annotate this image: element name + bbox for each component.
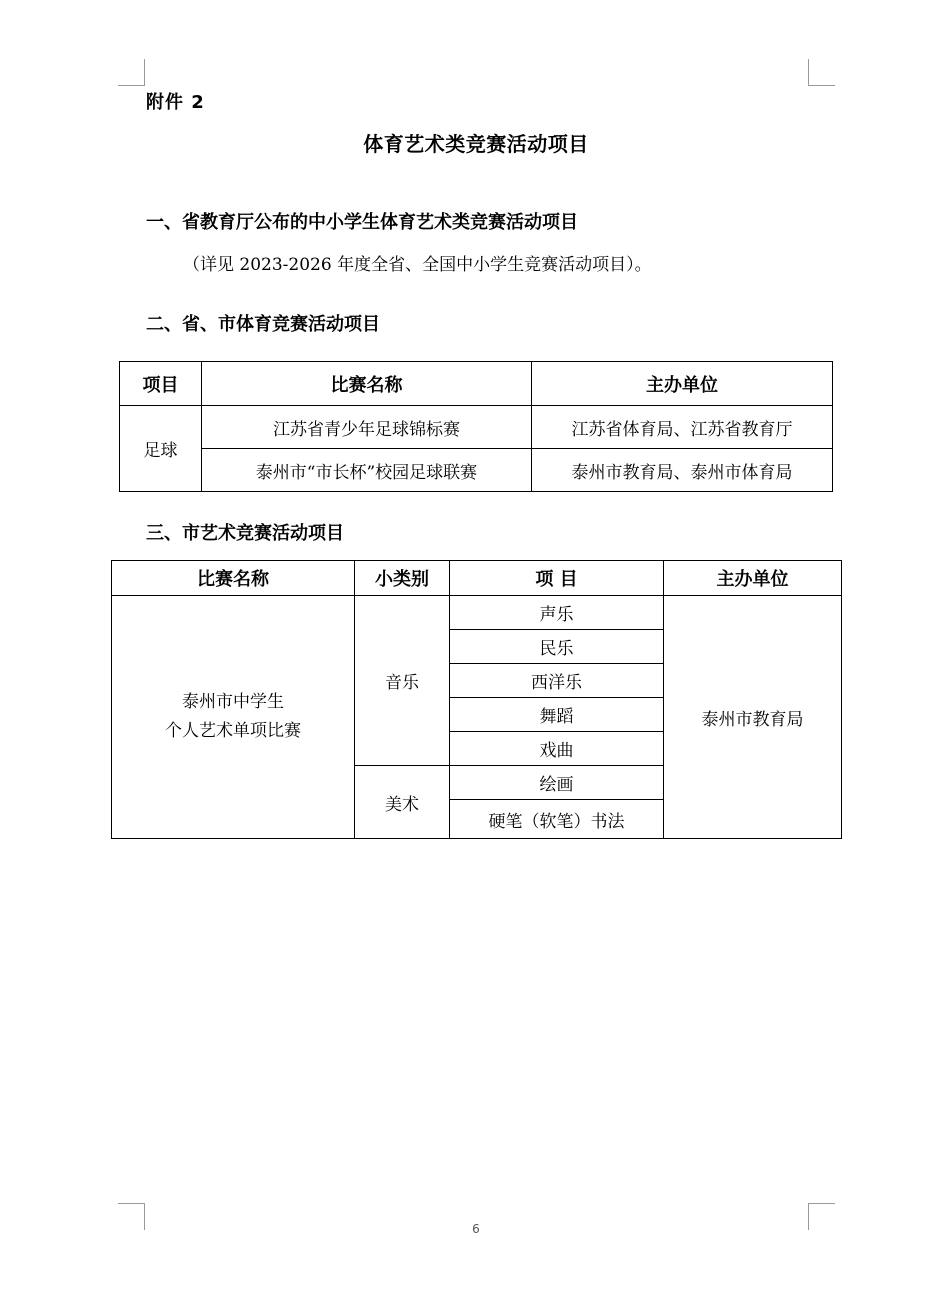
item-cell: 绘画	[450, 766, 664, 800]
document-title: 体育艺术类竞赛活动项目	[363, 132, 589, 156]
competition-name-cell: 江苏省青少年足球锦标赛	[202, 406, 532, 449]
header-organizer: 主办单位	[532, 362, 833, 406]
competition-name-cell: 泰州市中学生 个人艺术单项比赛	[112, 596, 355, 839]
section3-heading: 三、市艺术竞赛活动项目	[146, 523, 344, 544]
header-competition-name: 比赛名称	[202, 362, 532, 406]
item-cell: 舞蹈	[450, 698, 664, 732]
item-cell: 戏曲	[450, 732, 664, 766]
table-header-row	[120, 362, 833, 406]
section1-note: （详见 2023-2026 年度全省、全国中小学生竞赛活动项目）。	[183, 255, 652, 275]
page-number: 6	[472, 1222, 480, 1236]
crop-mark-top-right	[808, 59, 835, 86]
organizer-cell: 江苏省体育局、江苏省教育厅	[532, 406, 833, 449]
section1-heading: 一、省教育厅公布的中小学生体育艺术类竞赛活动项目	[146, 212, 578, 233]
crop-mark-top-left	[118, 59, 145, 86]
attachment-label: 附件 2	[146, 92, 205, 113]
header-category: 项目	[120, 362, 202, 406]
organizer-cell: 泰州市教育局、泰州市体育局	[532, 449, 833, 492]
table-row	[120, 449, 833, 492]
header-competition-name: 比赛名称	[112, 561, 355, 596]
section2-heading: 二、省、市体育竞赛活动项目	[146, 314, 380, 335]
table-header-row	[112, 561, 842, 596]
subcategory-cell: 音乐	[355, 596, 450, 766]
art-competition-table	[111, 560, 842, 839]
header-subcategory: 小类别	[355, 561, 450, 596]
organizer-cell: 泰州市教育局	[664, 596, 842, 839]
item-cell: 民乐	[450, 630, 664, 664]
category-cell: 足球	[120, 406, 202, 492]
competition-name-cell: 泰州市“市长杯”校园足球联赛	[202, 449, 532, 492]
table-row	[120, 406, 833, 449]
item-cell: 声乐	[450, 596, 664, 630]
header-organizer: 主办单位	[664, 561, 842, 596]
header-item: 项 目	[450, 561, 664, 596]
sports-competition-table	[119, 361, 833, 492]
subcategory-cell: 美术	[355, 766, 450, 839]
item-cell: 硬笔（软笔）书法	[450, 800, 664, 839]
item-cell: 西洋乐	[450, 664, 664, 698]
table-row	[112, 596, 842, 630]
